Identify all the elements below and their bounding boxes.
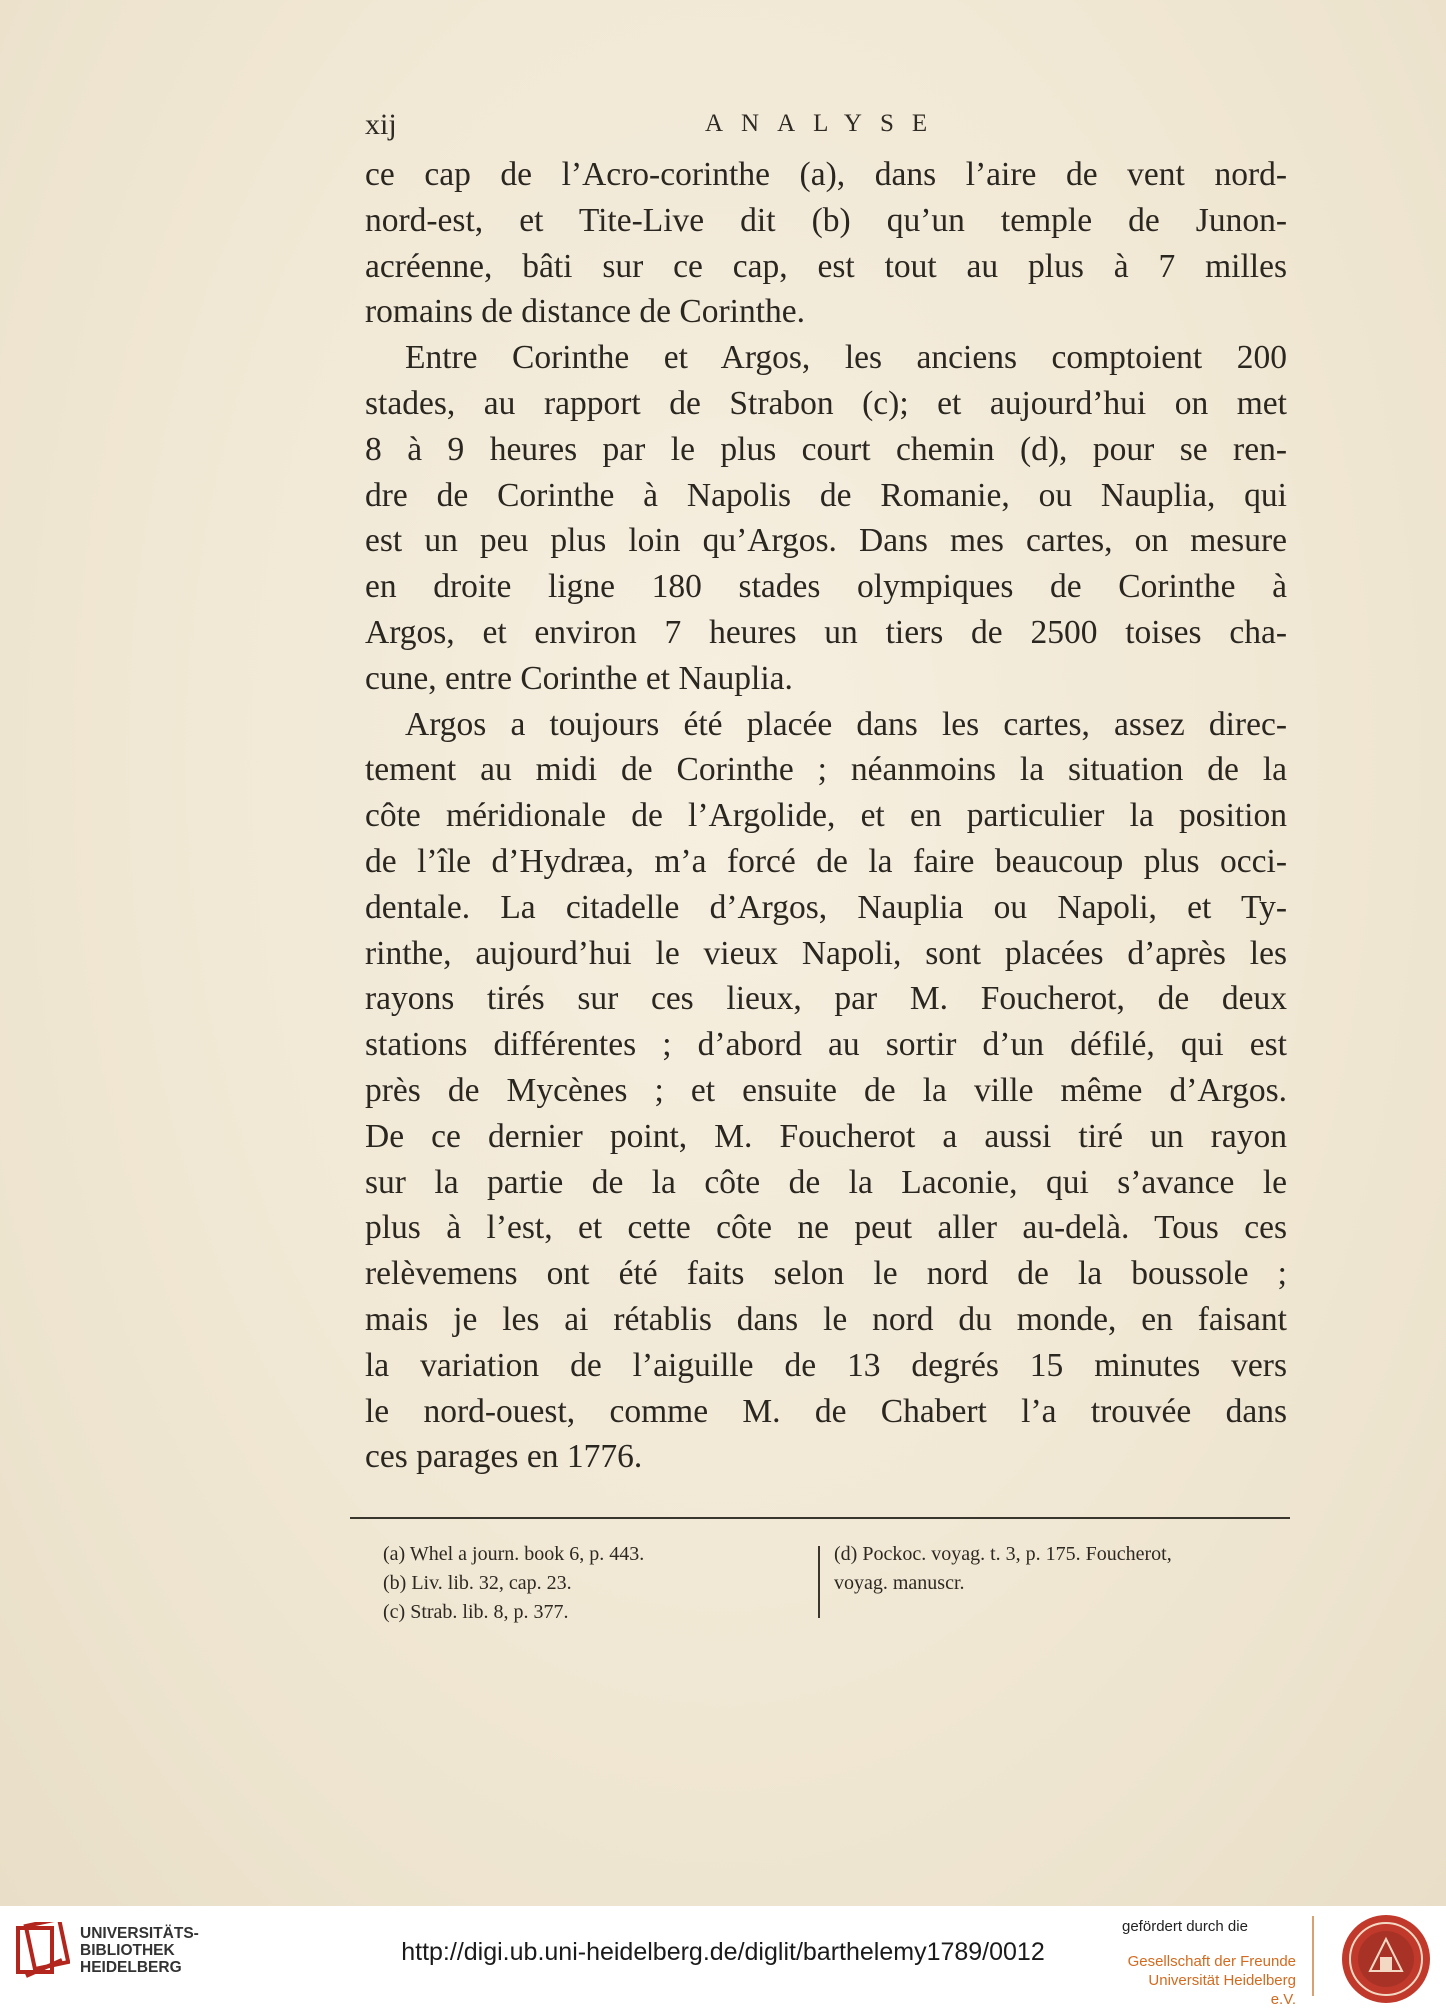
text-line: 8 à 9 heures par le plus court chemin (d), pour se ren-: [365, 430, 1287, 468]
text-line: relèvemens ont été faits selon le nord de la boussole ;: [365, 1255, 1287, 1293]
text-line: le nord-ouest, comme M. de Chabert l’a trouvée dans: [365, 1392, 1287, 1430]
text-line: est un peu plus loin qu’Argos. Dans mes cartes, on mesure: [365, 522, 1287, 560]
text-line: près de Mycènes ; et ensuite de la ville même d’Argos.: [365, 1071, 1287, 1109]
text-line: sur la partie de la côte de la Laconie, qui s’avance le: [365, 1163, 1287, 1201]
running-header: [365, 108, 1285, 148]
text-line: rinthe, aujourd’hui le vieux Napoli, sont placées d’après les: [365, 934, 1287, 972]
text-line: de l’île d’Hydræa, m’a forcé de la faire beaucoup plus occi-: [365, 842, 1287, 880]
text-line: dre de Corinthe à Napolis de Romanie, ou Nauplia, qui: [365, 476, 1287, 514]
running-title: ANALYSE: [705, 110, 946, 137]
text-line: stades, au rapport de Strabon (c); et aujourd’hui on met: [365, 384, 1287, 422]
text-line: ces parages en 1776.: [365, 1438, 643, 1476]
text-line: dentale. La citadelle d’Argos, Nauplia ou Napoli, et Ty-: [365, 888, 1287, 926]
sponsor-name-line-1: Gesellschaft der Freunde: [1127, 1953, 1296, 1970]
permalink-url[interactable]: http://digi.ub.uni-heidelberg.de/diglit/barthelemy1789/0012: [401, 1938, 1045, 1966]
paragraph-3: [365, 702, 1287, 1481]
footnote-d-continued: voyag. manuscr.: [834, 1572, 965, 1594]
text-line: tement au midi de Corinthe ; néanmoins la situation de la: [365, 751, 1287, 789]
sponsor-divider: [1312, 1916, 1314, 1996]
footnote-c: (c) Strab. lib. 8, p. 377.: [383, 1601, 569, 1623]
library-name-line-3: HEIDELBERG: [80, 1959, 182, 1976]
text-line: mais je les ai rétablis dans le nord du monde, en faisant: [365, 1300, 1287, 1338]
text-line: Argos, et environ 7 heures un tiers de 2500 toises cha-: [365, 613, 1287, 651]
library-name-line-2: BIBLIOTHEK: [80, 1942, 175, 1959]
text-line: cune, entre Corinthe et Nauplia.: [365, 659, 793, 697]
text-line: plus à l’est, et cette côte ne peut aller au-delà. Tous ces: [365, 1209, 1287, 1247]
footnote-column-divider: [818, 1546, 820, 1618]
footnotes-right: [834, 1540, 1294, 1598]
paragraph-2: [365, 335, 1287, 701]
text-line: ce cap de l’Acro-corinthe (a), dans l’aire de vent nord-: [365, 156, 1287, 193]
text-line: en droite ligne 180 stades olympiques de Corinthe à: [365, 568, 1287, 606]
footnote-divider: [350, 1517, 1290, 1519]
footnote-d: (d) Pockoc. voyag. t. 3, p. 175. Foucherot,: [834, 1543, 1172, 1565]
paragraph-1: [365, 152, 1287, 335]
university-seal-icon: [1340, 1913, 1432, 2005]
text-line: nord-est, et Tite-Live dit (b) qu’un temple de Junon-: [365, 201, 1287, 239]
sponsor-name[interactable]: [1120, 1952, 1296, 2009]
footnote-a: (a) Whel a journ. book 6, p. 443.: [383, 1543, 645, 1565]
footnote-b: (b) Liv. lib. 32, cap. 23.: [383, 1572, 572, 1594]
text-line: Argos a toujours été placée dans les cartes, assez direc-: [405, 705, 1287, 743]
page-number: xij: [365, 108, 397, 141]
body-text: [365, 152, 1287, 1480]
text-line: acréenne, bâti sur ce cap, est tout au plus à 7 milles: [365, 247, 1287, 285]
text-line: stations différentes ; d’abord au sortir d’un défilé, qui est: [365, 1026, 1287, 1064]
text-line: Entre Corinthe et Argos, les anciens comptoient 200: [405, 339, 1287, 377]
text-line: la variation de l’aiguille de 13 degrés 15 minutes vers: [365, 1346, 1287, 1384]
library-name-line-1: UNIVERSITÄTS-: [80, 1925, 199, 1942]
sponsor-lead-text: gefördert durch die: [1122, 1918, 1248, 1935]
text-line: côte méridionale de l’Argolide, et en particulier la position: [365, 797, 1287, 835]
text-line: romains de distance de Corinthe.: [365, 293, 806, 331]
text-line: De ce dernier point, M. Foucherot a aussi tiré un rayon: [365, 1117, 1287, 1155]
text-line: rayons tirés sur ces lieux, par M. Foucherot, de deux: [365, 980, 1287, 1018]
sponsor-name-line-2: Universität Heidelberg e.V.: [1148, 1972, 1296, 2008]
footnotes-left: [383, 1540, 783, 1627]
